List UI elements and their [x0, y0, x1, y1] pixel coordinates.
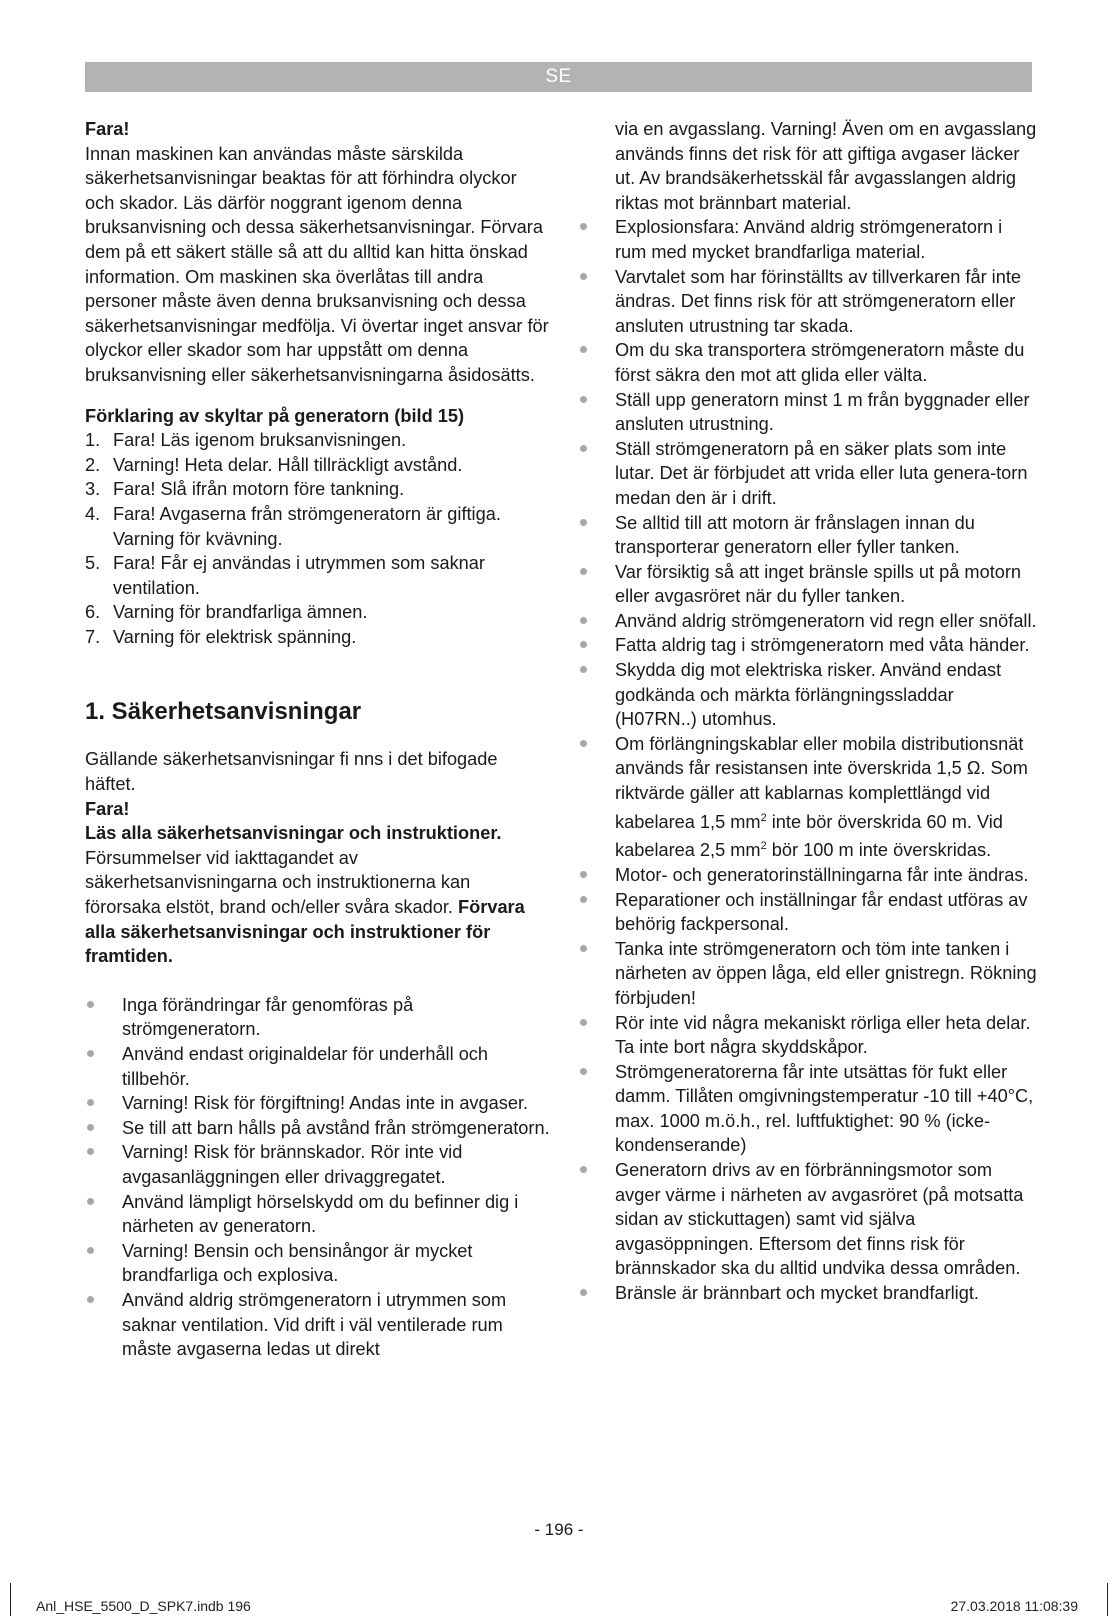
list-item: Om du ska transportera strömgeneratorn måste du först säkra den mot att glida eller välta. [578, 338, 1038, 387]
list-item: Strömgeneratorerna får inte utsättas för fukt eller damm. Tillåten omgivningstemperatur -10 till +40°C, max. 1000 m.ö.h., rel. luftfuktighet: 90 % (icke-kondenserande) [578, 1060, 1038, 1158]
list-item: 2. Varning! Heta delar. Håll tillräckligt avstånd. [85, 454, 463, 475]
danger-bold-2: Förvara alla säkerhetsanvisningar och instruktioner för framtiden. [85, 897, 525, 967]
page-number: - 196 - [534, 1520, 584, 1539]
list-item: Explosionsfara: Använd aldrig strömgeneratorn i rum med mycket brandfarliga material. [578, 215, 1038, 264]
list-item: Använd aldrig strömgeneratorn i utrymmen som saknar ventilation. Vid drift i väl ventilerade rum måste avgaserna ledas ut direkt [85, 1288, 550, 1362]
footer-file: Anl_HSE_5500_D_SPK7.indb 196 [36, 1598, 251, 1614]
list-item: Använd aldrig strömgeneratorn vid regn eller snöfall. [578, 609, 1038, 634]
list-item: Fatta aldrig tag i strömgeneratorn med våta händer. [578, 633, 1038, 658]
list-item: 3. Fara! Slå ifrån motorn före tankning. [85, 479, 405, 500]
footer-date: 27.03.2018 11:08:39 [950, 1598, 1078, 1614]
list-item: Varning! Risk för brännskador. Rör inte vid avgasanläggningen eller drivaggregatet. [85, 1140, 550, 1189]
list-item: Se till att barn hålls på avstånd från strömgeneratorn. [85, 1116, 550, 1141]
list-item: Se alltid till att motorn är frånslagen innan du transporterar generatorn eller fyller tanken. [578, 511, 1038, 560]
intro-title: Fara! [85, 119, 130, 139]
right-column [578, 117, 1038, 1306]
list-item: Ställ upp generatorn minst 1 m från byggnader eller ansluten utrustning. [578, 388, 1038, 437]
list-item: Bränsle är brännbart och mycket brandfarligt. [578, 1281, 1038, 1306]
signs-title: Förklaring av skyltar på generatorn (bild 15) [85, 405, 465, 426]
list-item: Tanka inte strömgeneratorn och töm inte tanken i närheten av öppen låga, eld eller gnistregn. Rökning förbjuden! [578, 937, 1038, 1011]
list-item: 6. Varning för brandfarliga ämnen. [85, 602, 368, 623]
crop-mark-left [10, 1583, 11, 1616]
intro-text: Innan maskinen kan användas måste särskilda säkerhetsanvisningar beaktas för att förhindra olyckor och skador. Läs därför noggrant igenom denna bruksanvisning och dessa säkerhetsanvisningar. Förvara dem på ett säkert ställe så att du alltid kan hitta önskad information. Om maskinen ska överlåtas till andra personer måste även denna bruksanvisning och dessa säkerhetsanvisningar medfölja. Vi övertar inget ansvar för olyckor eller skador som har uppstått om denna bruksanvisning eller säkerhetsanvisningarna åsidosätts. [85, 143, 549, 385]
list-item-cable: Om förlängningskablar eller mobila distributionsnät används får resistansen inte överskrida 1,5 Ω. Som riktvärde gäller att kablarnas komplettlängd vid kabelarea 1,5 $mm^2$ inte bör överskrida 60 m. Vid kabelarea 2,5 $mm^2$ bör 100 m inte överskridas. [578, 732, 1038, 863]
list-item: Inga förändringar får genomföras på strömgeneratorn. [85, 993, 550, 1042]
list-item: 7. Varning för elektrisk spänning. [85, 626, 357, 647]
list-item: Rör inte vid några mekaniskt rörliga eller heta delar. Ta inte bort några skyddskåpor. [578, 1011, 1038, 1060]
list-item: 5. Fara! Får ej användas i utrymmen som saknar ventilation. [85, 553, 485, 598]
section-intro: Gällande säkerhetsanvisningar fi nns i det bifogade häftet. [85, 749, 498, 795]
right-bullet-list [578, 215, 1038, 1305]
continuation-text: via en avgasslang. Varning! Även om en avgasslang används finns det risk för att giftiga avgaser läcker ut. Av brandsäkerhetsskäl får avgasslangen aldrig riktas mot brännbart material. [615, 119, 1037, 213]
list-item: Varvtalet som har förinställts av tillverkaren får inte ändras. Det finns risk för att strömgeneratorn eller ansluten utrustning tar skada. [578, 265, 1038, 339]
language-label: SE [545, 66, 572, 87]
danger-paragraph [85, 821, 550, 969]
left-column [85, 117, 550, 1362]
list-item: Varning! Risk för förgiftning! Andas inte in avgaser. [85, 1091, 550, 1116]
list-item: Generatorn drivs av en förbränningsmotor som avger värme i närheten av avgasröret (på motsatta sidan av stickuttagen) samt vid själva avgasöppningen. Eftersom det finns risk för brännskador ska du alltid undvika dessa områden. [578, 1158, 1038, 1281]
danger-label: Fara! [85, 798, 130, 819]
list-item: Reparationer och inställningar får endast utföras av behörig fackpersonal. [578, 888, 1038, 937]
danger-text: Försummelser vid iakttagandet av säkerhetsanvisningarna och instruktionerna kan förorsaka elstöt, brand och/eller svåra skador. [85, 847, 471, 918]
signs-list [85, 428, 550, 649]
list-item: Skydda dig mot elektriska risker. Använd endast godkända och märkta förlängningssladdar (H07RN..) utomhus. [578, 658, 1038, 732]
list-item: 4. Fara! Avgaserna från strömgeneratorn är giftiga. Varning för kvävning. [85, 503, 501, 549]
section-heading: 1. Säkerhetsanvisningar [85, 698, 362, 726]
list-item: Använd endast originaldelar för underhåll och tillbehör. [85, 1042, 550, 1091]
crop-mark-right [1107, 1583, 1108, 1616]
danger-bold-1: Läs alla säkerhetsanvisningar och instruktioner. [85, 823, 502, 844]
left-bullet-list [85, 993, 550, 1362]
list-item: 1. Fara! Läs igenom bruksanvisningen. [85, 430, 407, 451]
language-header-bar [85, 62, 1032, 92]
list-item: Använd lämpligt hörselskydd om du befinner dig i närheten av generatorn. [85, 1190, 550, 1239]
list-item: Varning! Bensin och bensinångor är mycket brandfarliga och explosiva. [85, 1239, 550, 1288]
list-item: Motor- och generatorinställningarna får inte ändras. [578, 863, 1038, 888]
list-item: Ställ strömgeneratorn på en säker plats som inte lutar. Det är förbjudet att vrida eller luta genera-torn medan den är i drift. [578, 437, 1038, 511]
list-item: Var försiktig så att inget bränsle spills ut på motorn eller avgasröret när du fyller tanken. [578, 560, 1038, 609]
